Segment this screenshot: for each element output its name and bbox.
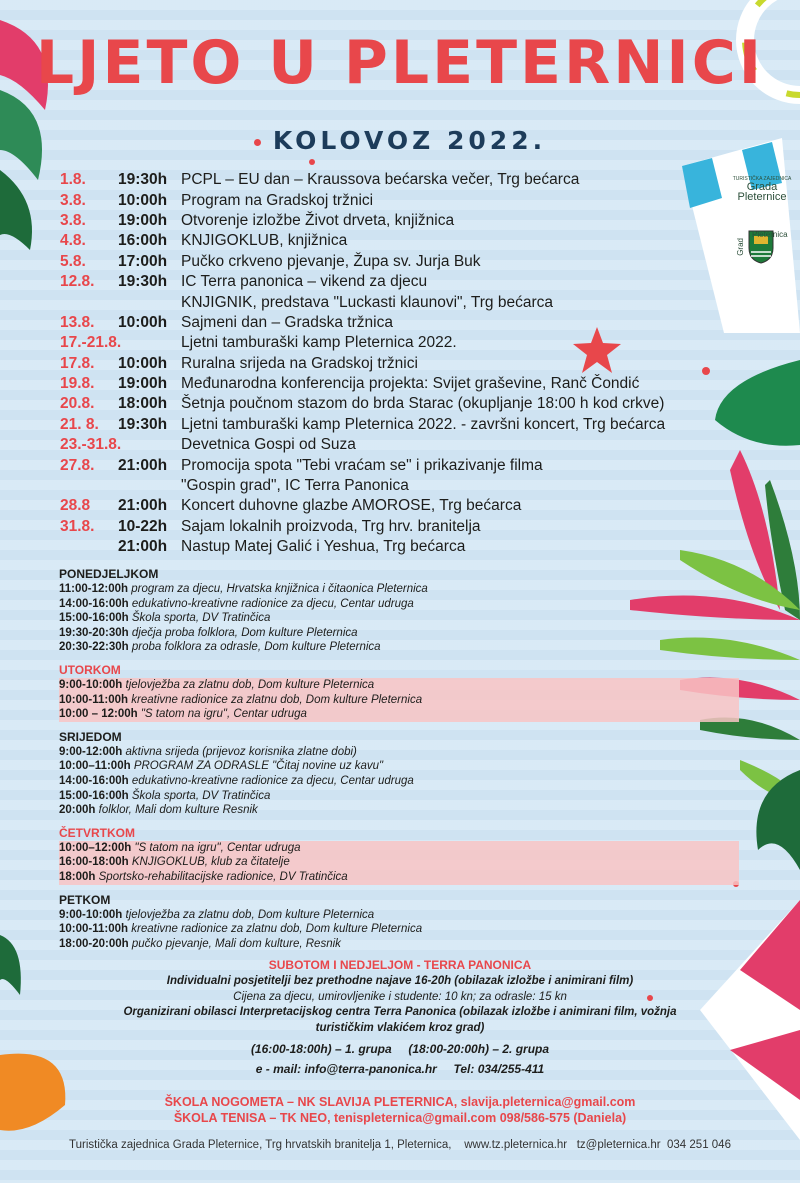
- event-date: 20.8.: [60, 395, 95, 413]
- weekday-heading: UTORKOM: [59, 662, 121, 677]
- weekly-text: edukativno-kreativne radionice za djecu, Centar udruga: [131, 597, 414, 610]
- event-time: 17:00h: [118, 252, 168, 270]
- event-text: KNJIGNIK, predstava "Luckasti klaunovi", Trg bećarca: [181, 293, 553, 311]
- event-row: [60, 537, 740, 557]
- event-text: "Gospin grad", IC Terra Panonica: [181, 477, 409, 495]
- weekly-text: KNJIGOKLUB, klub za čitatelje: [131, 856, 290, 869]
- event-text: KNJIGOKLUB, knjižnica: [181, 232, 348, 250]
- event-row: [60, 476, 740, 496]
- event-row: [60, 190, 740, 210]
- weekly-text: dječja proba folklora, Dom kulture Pleternica: [131, 626, 358, 639]
- weekend-groups: (16:00-18:00h) – 1. grupa (18:00-20:00h) – 2. grupa: [250, 1042, 550, 1056]
- weekly-time: 18:00h: [59, 870, 96, 883]
- event-row: [60, 313, 740, 333]
- event-date: 3.8.: [60, 191, 86, 209]
- weekly-time: 16:00-18:00h: [59, 856, 129, 869]
- weekly-row: [59, 855, 739, 870]
- weekly-text: pučko pjevanje, Mali dom kulture, Resnik: [131, 937, 341, 950]
- event-text: Sajmeni dan – Gradska tržnica: [181, 313, 393, 331]
- event-text: Pučko crkveno pjevanje, Župa sv. Jurja Buk: [181, 252, 481, 270]
- event-date: 27.8.: [60, 456, 95, 474]
- weekly-row: [59, 937, 739, 952]
- weekly-time: 14:00-16:00h: [59, 774, 129, 787]
- event-text: Sajam lokalnih proizvoda, Trg hrv. branitelja: [181, 517, 481, 535]
- event-row: [60, 211, 740, 231]
- weekly-row: [59, 611, 739, 626]
- event-row: [60, 354, 740, 374]
- weekly-text: kreativne radionice za zlatnu dob, Dom kulture Pleternica: [131, 693, 423, 706]
- event-time: 18:00h: [118, 395, 168, 413]
- event-date: 28.8: [60, 497, 91, 515]
- event-text: Međunarodna konferencija projekta: Svijet graševine, Ranč Čondić: [181, 375, 640, 393]
- weekend-line-2: Cijena za djecu, umirovljenike i studente: 10 kn; za odrasle: 15 kn: [233, 990, 567, 1003]
- weekly-text: kreativne radionice za zlatnu dob, Dom kulture Pleternica: [131, 923, 423, 936]
- weekly-time: 9:00-10:00h: [59, 678, 123, 691]
- weekly-time: 10:00 – 12:00h: [59, 708, 138, 721]
- event-time: 19:00h: [118, 211, 168, 229]
- weekday-heading: ČETVRTKOM: [59, 825, 135, 840]
- weekly-row: [59, 597, 739, 612]
- event-row: [60, 231, 740, 251]
- weekly-row: [59, 693, 739, 708]
- dot-icon: [308, 158, 316, 166]
- page-subtitle: [0, 126, 800, 155]
- weekly-text: Škola sporta, DV Tratinčica: [131, 612, 271, 625]
- event-text: Koncert duhovne glazbe AMOROSE, Trg bećarca: [181, 497, 522, 515]
- event-text: Nastup Matej Galić i Yeshua, Trg bećarca: [181, 538, 466, 556]
- weekly-text: Škola sporta, DV Tratinčica: [131, 789, 271, 802]
- event-time: 10:00h: [118, 313, 168, 331]
- weekly-time: 19:30-20:30h: [59, 626, 129, 639]
- weekly-text: program za djecu, Hrvatska knjižnica i čitaonica Pleternica: [131, 583, 428, 595]
- weekly-schedule: [59, 567, 739, 951]
- weekly-time: 20:00h: [59, 804, 96, 817]
- event-time: 21:00h: [118, 497, 168, 515]
- event-text: Program na Gradskoj tržnici: [181, 191, 374, 209]
- event-date: 5.8.: [60, 252, 86, 270]
- event-row: [60, 394, 740, 414]
- weekly-text: PROGRAM ZA ODRASLE "Čitaj novine uz kavu": [133, 760, 384, 773]
- weekly-time: 10:00-11:00h: [59, 693, 129, 706]
- footer: Turistička zajednica Grada Pleternice, Trg hrvatskih branitelja 1, Pleternica, www.tz.pleternica.hr tz@pleternica.hr 034 251 046: [69, 1139, 731, 1151]
- event-row: [60, 292, 740, 312]
- event-time: 21:00h: [118, 538, 168, 556]
- event-time: 10-22h: [118, 517, 168, 535]
- event-row: [60, 333, 740, 353]
- weekday-heading: SRIJEDOM: [59, 729, 122, 744]
- event-row: [60, 496, 740, 516]
- weekly-text: folklor, Mali dom kulture Resnik: [98, 804, 258, 817]
- event-date: 13.8.: [60, 313, 95, 331]
- tennis-school: ŠKOLA TENISA – TK NEO, tenispleternica@gmail.com 098/586-575 (Daniela): [173, 1111, 627, 1125]
- weekly-row: [59, 582, 739, 597]
- weekly-row: [59, 922, 739, 937]
- weekly-time: 9:00-12:00h: [59, 745, 123, 758]
- tourist-board-small-label: TURISTIČKA ZAJEDNICA: [732, 176, 792, 182]
- tourist-board-name-2: Pleternice: [737, 191, 787, 203]
- weekly-text: edukativno-kreativne radionice za djecu, Centar udruga: [131, 774, 414, 787]
- weekly-text: "S tatom na igru", Centar udruga: [134, 841, 301, 854]
- weekly-row: [59, 640, 739, 655]
- event-row: [60, 435, 740, 455]
- event-date: 17.-21.8.: [60, 334, 122, 352]
- weekly-text: Sportsko-rehabilitacijske radionice, DV Tratinčica: [98, 870, 348, 883]
- weekly-row: [59, 745, 739, 760]
- event-row: [60, 455, 740, 475]
- event-date: 21. 8.: [60, 415, 99, 433]
- page-title: LJETO U PLETERNICI: [35, 28, 765, 98]
- event-text: Ljetni tamburaški kamp Pleternica 2022.: [181, 334, 457, 352]
- event-text: Promocija spota "Tebi vraćam se" i prikazivanje filma: [181, 456, 543, 474]
- weekday-heading: PONEDJELJKOM: [59, 567, 159, 581]
- weekly-row: [59, 908, 739, 923]
- weekly-time: 18:00-20:00h: [59, 937, 129, 950]
- event-time: 16:00h: [118, 232, 168, 250]
- event-row: [60, 272, 740, 292]
- football-school: ŠKOLA NOGOMETA – NK SLAVIJA PLETERNICA, slavija.pleternica@gmail.com: [164, 1095, 636, 1109]
- schools-section: [0, 1094, 800, 1126]
- event-row: [60, 517, 740, 537]
- event-time: 19:30h: [118, 273, 168, 291]
- weekly-row: [59, 759, 739, 774]
- weekly-row: [59, 707, 739, 722]
- city-name: Pleternica: [752, 230, 788, 239]
- event-text: PCPL – EU dan – Kraussova bećarska večer, Trg bećarca: [181, 171, 580, 189]
- event-date: 19.8.: [60, 375, 95, 393]
- weekly-text: proba folklora za odrasle, Dom kulture Pleternica: [131, 641, 381, 654]
- weekly-text: aktivna srijeda (prijevoz korisnika zlatne dobi): [125, 745, 357, 758]
- weekly-time: 15:00-16:00h: [59, 612, 129, 625]
- weekend-line-3: Organizirani obilasci Interpretacijskog centra Terra Panonica (obilazak izložbe i animirani film, vožnja: [123, 1006, 677, 1018]
- weekend-heading: SUBOTOM I NEDJELJOM - TERRA PANONICA: [268, 958, 532, 972]
- city-logo: [736, 230, 796, 282]
- event-date: 3.8.: [60, 211, 86, 229]
- event-time: 10:00h: [118, 191, 168, 209]
- weekly-time: 10:00–11:00h: [59, 760, 131, 773]
- weekly-time: 14:00-16:00h: [59, 597, 129, 610]
- weekly-text: "S tatom na igru", Centar udruga: [140, 708, 307, 721]
- weekend-section: [80, 958, 720, 1076]
- weekend-line-1: Individualni posjetitelji bez prethodne najave 16-20h (obilazak izložbe i animirani film): [166, 975, 634, 987]
- weekly-row: [59, 678, 739, 693]
- event-time: 21:00h: [118, 456, 168, 474]
- weekly-row: [59, 774, 739, 789]
- event-text: Ruralna srijeda na Gradskoj tržnici: [181, 354, 418, 372]
- weekly-row: [59, 841, 739, 856]
- weekly-row: [59, 870, 739, 885]
- event-text: Šetnja poučnom stazom do brda Starac (okupljanje 18:00 h kod crkve): [181, 395, 665, 413]
- weekly-time: 10:00-11:00h: [59, 923, 129, 936]
- tourist-board-name-1: Grada: [746, 181, 778, 193]
- event-date: 1.8.: [60, 171, 86, 189]
- event-date: 31.8.: [60, 517, 95, 535]
- event-text: Devetnica Gospi od Suza: [181, 436, 356, 454]
- event-time: 19:30h: [118, 171, 168, 189]
- event-text: Ljetni tamburaški kamp Pleternica 2022. - završni koncert, Trg bećarca: [181, 415, 666, 433]
- weekly-row: [59, 789, 739, 804]
- event-time: 19:00h: [118, 375, 168, 393]
- event-row: [60, 170, 740, 190]
- weekly-time: 10:00–12:00h: [59, 841, 132, 854]
- event-date: 17.8.: [60, 354, 95, 372]
- weekday-heading: PETKOM: [59, 892, 111, 907]
- weekly-time: 11:00-12:00h: [59, 583, 129, 595]
- bullet-dot-icon: [254, 139, 261, 146]
- weekly-row: [59, 803, 739, 818]
- weekly-time: 15:00-16:00h: [59, 789, 129, 802]
- city-label: Grad: [736, 238, 745, 256]
- event-row: [60, 415, 740, 435]
- weekly-text: tjelovježba za zlatnu dob, Dom kulture Pleternica: [125, 678, 375, 691]
- event-row: [60, 374, 740, 394]
- weekly-row: [59, 626, 739, 641]
- event-text: Otvorenje izložbe Život drveta, knjižnica: [181, 211, 455, 229]
- weekend-contact: e - mail: info@terra-panonica.hr Tel: 034/255-411: [255, 1062, 545, 1076]
- event-row: [60, 252, 740, 272]
- event-date: 4.8.: [60, 232, 86, 250]
- weekly-time: 20:30-22:30h: [59, 641, 129, 654]
- event-date: 12.8.: [60, 273, 95, 291]
- weekend-line-4: turističkim vlakićem kroz grad): [315, 1021, 485, 1034]
- event-time: 10:00h: [118, 354, 168, 372]
- event-time: 19:30h: [118, 415, 168, 433]
- event-list: [60, 170, 740, 557]
- leaf-right-mid-icon: [748, 770, 800, 880]
- weekly-text: tjelovježba za zlatnu dob, Dom kulture Pleternica: [125, 908, 375, 921]
- weekly-time: 9:00-10:00h: [59, 908, 123, 921]
- month-label: KOLOVOZ 2022.: [272, 126, 547, 155]
- event-text: IC Terra panonica – vikend za djecu: [181, 273, 428, 291]
- event-date: 23.-31.8.: [60, 436, 122, 454]
